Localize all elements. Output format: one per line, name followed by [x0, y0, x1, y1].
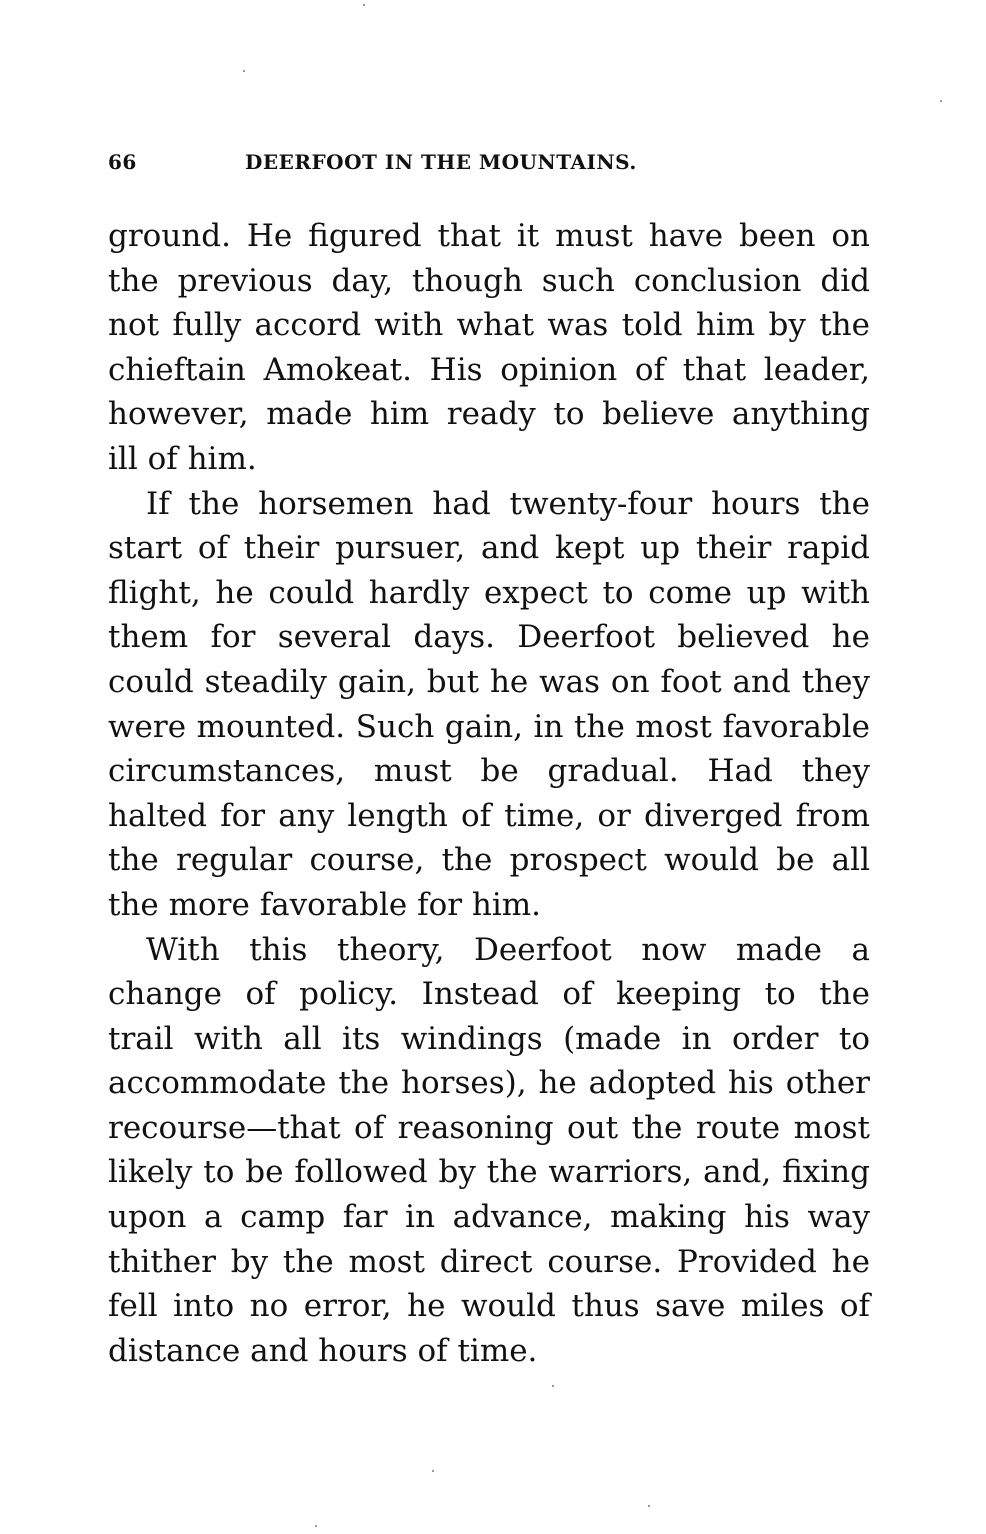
paragraph-1 — [108, 214, 870, 482]
text-line: upon a camp far in advance, making his way — [108, 1199, 870, 1236]
paragraph-2 — [108, 482, 870, 928]
text-line: With this theory, Deerfoot now made a — [146, 931, 870, 968]
scan-speck — [552, 1385, 554, 1387]
text-line: ill of him. — [108, 440, 257, 477]
scan-speck — [315, 1525, 317, 1527]
text-line: however, made him ready to believe anything — [108, 396, 870, 433]
text-line: not fully accord with what was told him by the — [108, 307, 870, 344]
scan-speck — [243, 70, 245, 72]
page-header — [108, 150, 878, 194]
text-line: fell into no error, he would thus save miles of — [108, 1288, 870, 1325]
scan-speck — [648, 1505, 650, 1507]
page-number: 66 — [108, 150, 137, 174]
text-line: circumstances, must be gradual. Had they — [108, 753, 870, 790]
text-line: start of their pursuer, and kept up their rapid — [108, 530, 870, 567]
text-line: them for several days. Deerfoot believed he — [108, 619, 870, 656]
scan-speck — [432, 1470, 434, 1472]
scan-speck — [940, 100, 942, 102]
text-line: could steadily gain, but he was on foot and they — [108, 663, 870, 700]
text-line: halted for any length of time, or diverged from — [108, 797, 870, 834]
text-line: flight, he could hardly expect to come up with — [108, 574, 870, 611]
text-line: the regular course, the prospect would be all — [108, 842, 870, 879]
text-line: ground. He figured that it must have been on — [108, 218, 870, 254]
text-line: were mounted. Such gain, in the most favorable — [108, 708, 870, 745]
text-line: If the horsemen had twenty-four hours the — [146, 485, 870, 522]
paragraph-3 — [108, 928, 870, 1374]
text-line: chieftain Amokeat. His opinion of that leader, — [108, 351, 870, 388]
body-text — [108, 214, 870, 1373]
text-line: accommodate the horses), he adopted his other — [108, 1065, 870, 1102]
text-line: likely to be followed by the warriors, and, fixing — [108, 1154, 870, 1191]
text-line: distance and hours of time. — [108, 1332, 538, 1369]
text-line: change of policy. Instead of keeping to the — [108, 976, 870, 1013]
scan-speck — [363, 4, 365, 6]
text-line: the more favorable for him. — [108, 886, 542, 923]
text-line: trail with all its windings (made in order to — [108, 1020, 870, 1057]
text-line: recourse—that of reasoning out the route most — [108, 1109, 870, 1146]
text-line: the previous day, though such conclusion did — [108, 262, 870, 299]
running-title: DEERFOOT IN THE MOUNTAINS. — [245, 150, 637, 174]
text-line: thither by the most direct course. Provided he — [108, 1243, 870, 1280]
